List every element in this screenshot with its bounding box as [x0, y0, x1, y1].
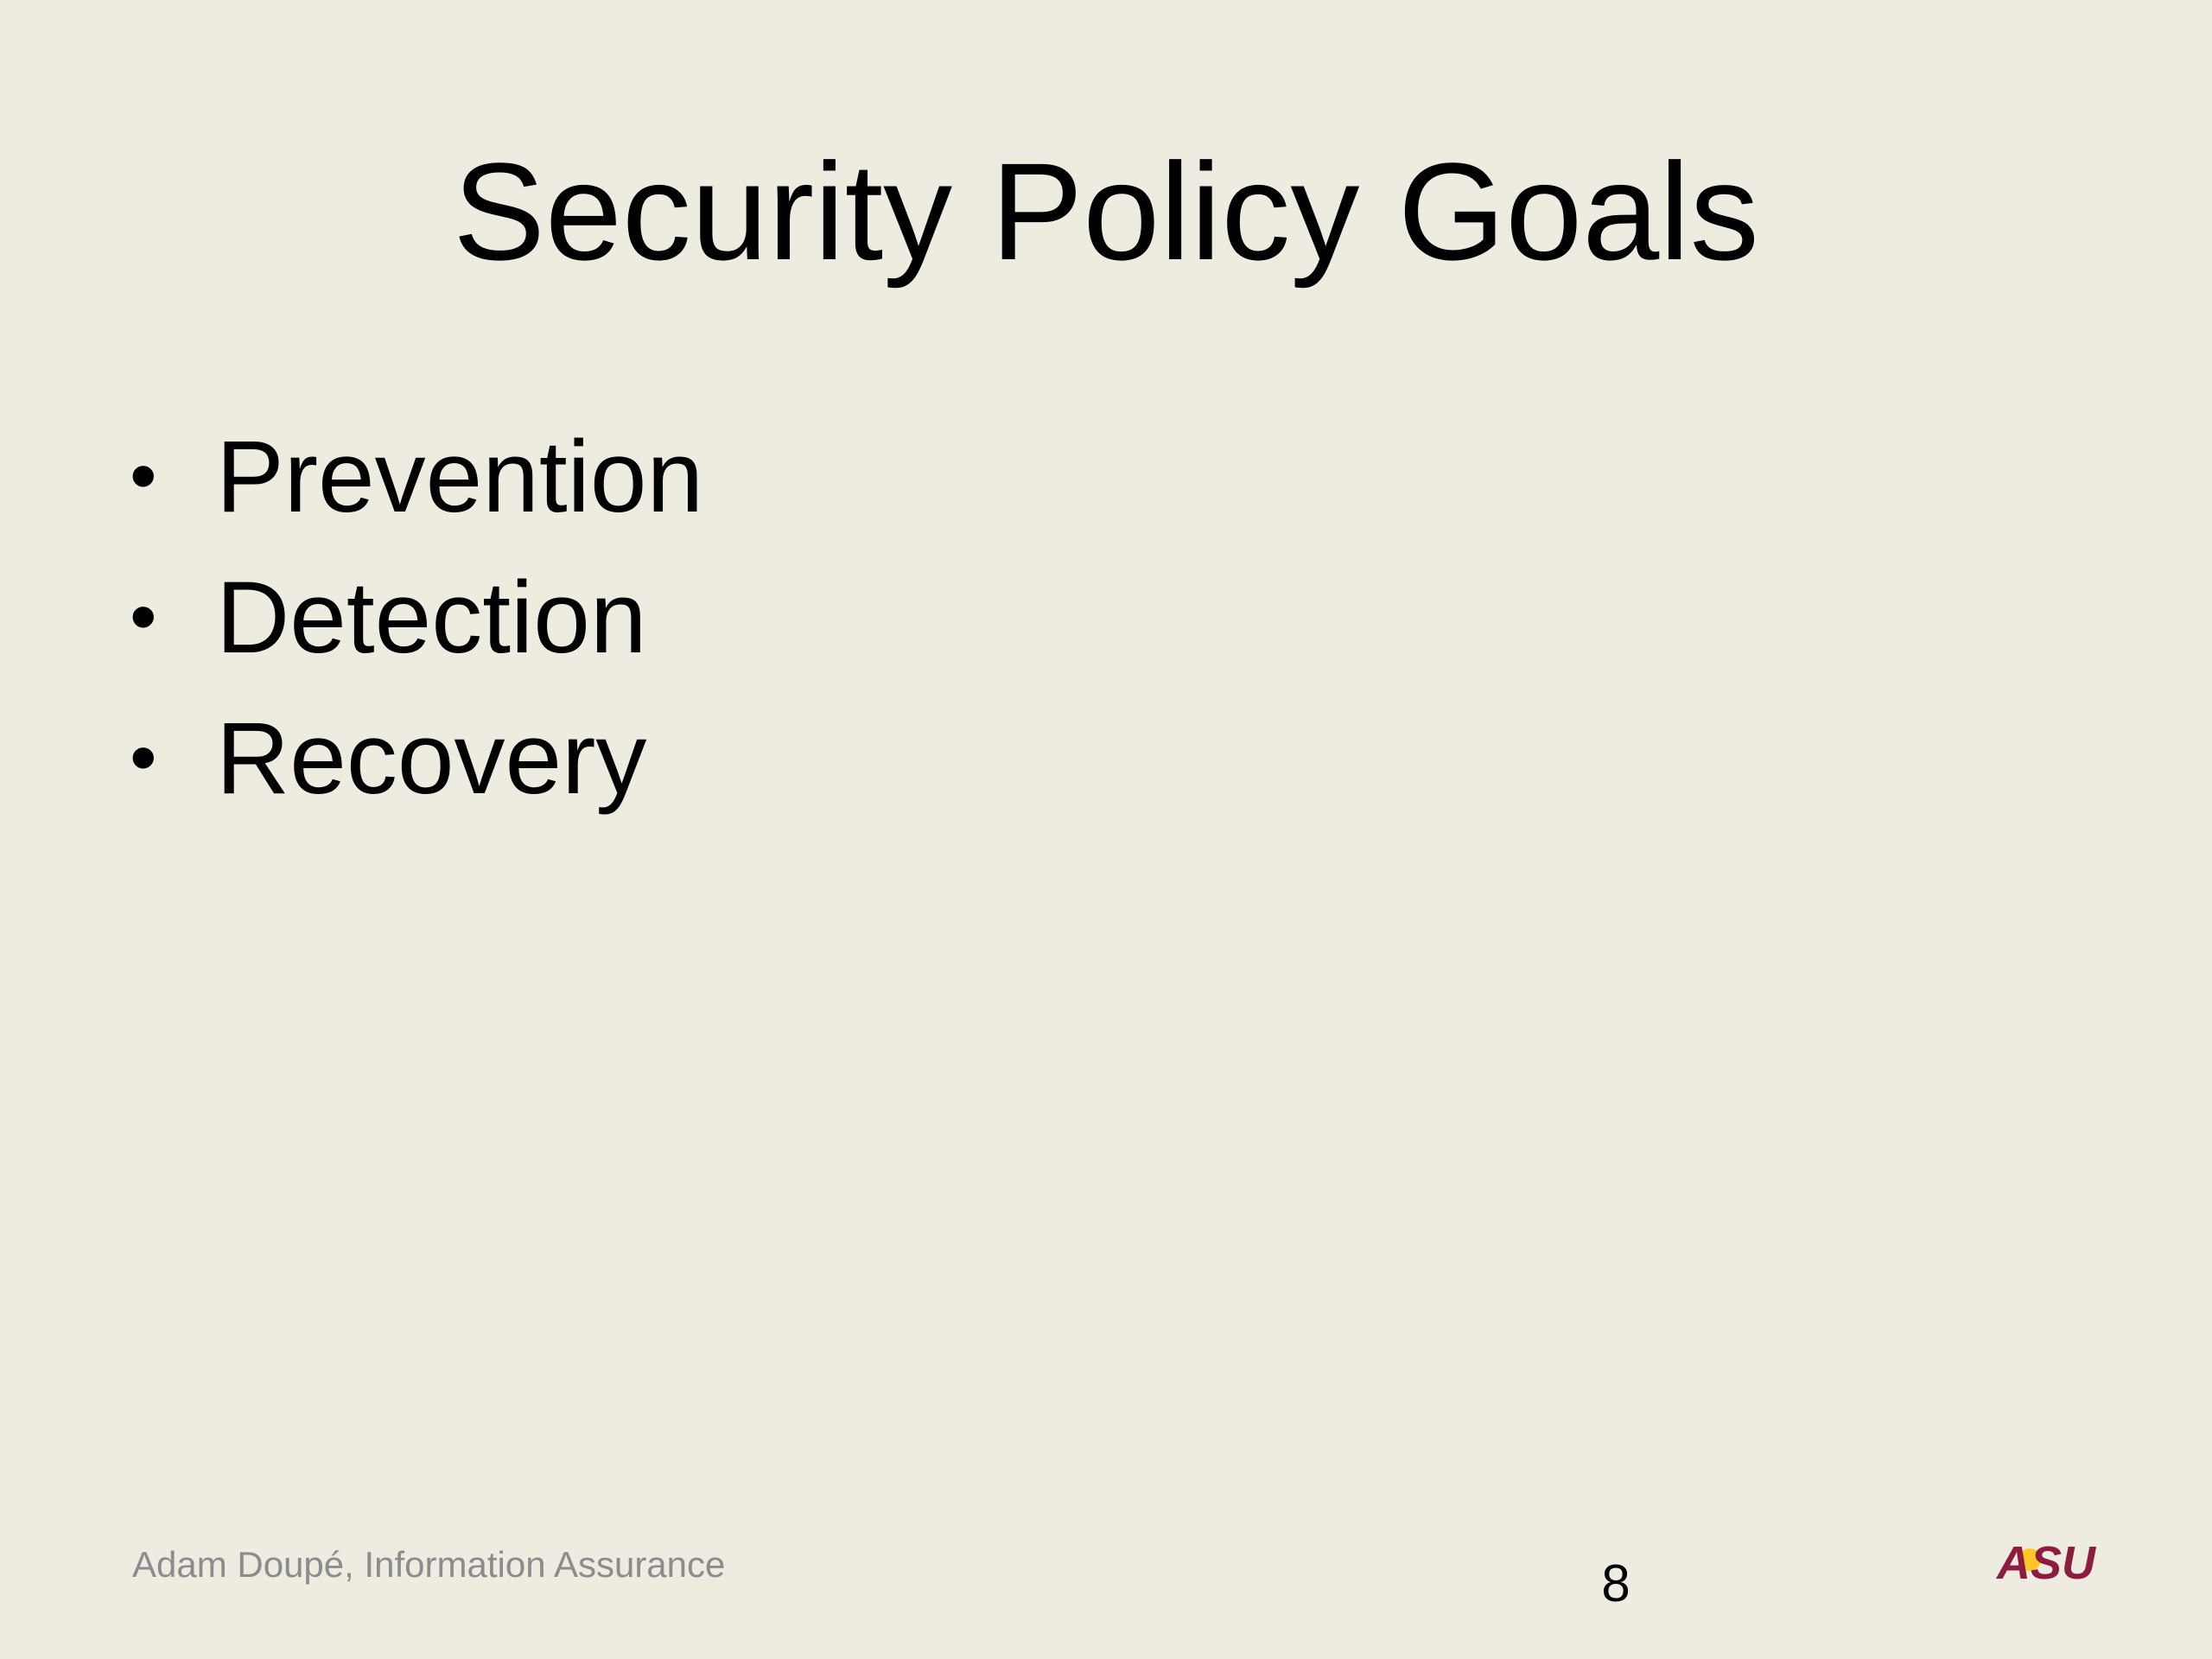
bullet-dot-icon: • — [130, 574, 157, 660]
bullet-item — [130, 547, 703, 688]
bullet-text: Recovery — [216, 701, 647, 816]
asu-logo-icon — [1992, 1534, 2100, 1586]
bullet-dot-icon: • — [130, 715, 157, 801]
footer-author-course: Adam Doupé, Information Assurance — [132, 1544, 726, 1585]
svg-text:ASU: ASU — [1997, 1537, 2096, 1586]
slide-title: Security Policy Goals — [453, 134, 1759, 289]
bullet-text: Detection — [216, 560, 647, 675]
bullet-list — [130, 406, 703, 829]
page-number: 8 — [1601, 1554, 1630, 1612]
bullet-item — [130, 688, 703, 829]
bullet-text: Prevention — [216, 419, 704, 534]
bullet-item — [130, 406, 703, 547]
bullet-dot-icon: • — [130, 433, 157, 519]
